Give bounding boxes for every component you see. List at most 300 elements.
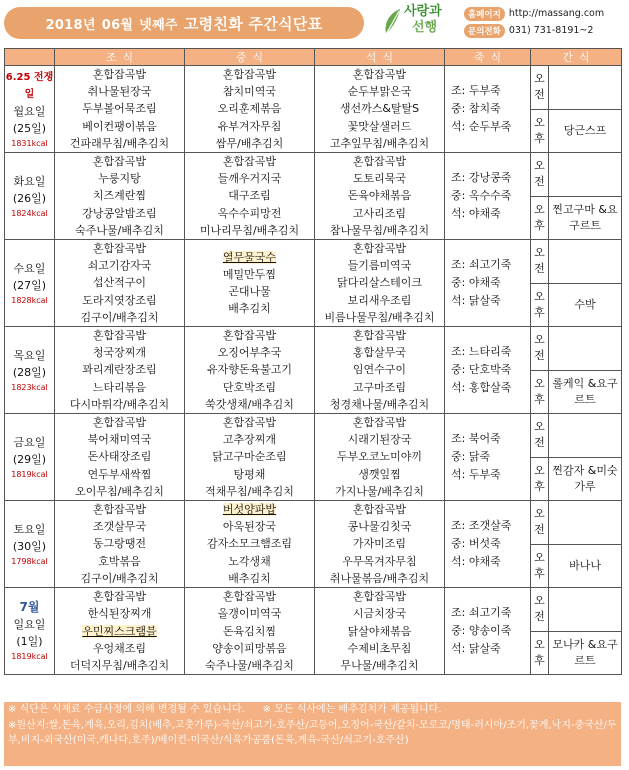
day-date: (26일) (12, 191, 47, 205)
menu-item-text: 혼합잡곡밥 (222, 590, 277, 604)
day-cell (5, 240, 55, 327)
menu-item (55, 623, 184, 640)
menu-item (55, 483, 184, 500)
corner-cell (5, 49, 55, 66)
menu-item (185, 249, 314, 266)
menu-item-text: 우무목겨자무침 (342, 554, 417, 568)
porridge-item: 중: 참치죽 (451, 102, 501, 115)
menu-item (185, 657, 314, 674)
snack-pm-cell: 모나카 &요구르트 (549, 631, 622, 675)
day-row-am (5, 240, 622, 284)
dinner-cell (315, 588, 445, 675)
menu-item-text: 혼합잡곡밥 (222, 416, 277, 430)
menu-item (185, 100, 314, 117)
menu-item-text: 닭살야채볶음 (347, 624, 412, 638)
menu-item (315, 640, 444, 657)
menu-item (315, 153, 444, 170)
menu-item-text: 가자미조림 (352, 537, 407, 551)
menu-item-text: 고구마조림 (352, 380, 407, 394)
menu-item (55, 83, 184, 100)
menu-item-text: 유부겨자무침 (217, 119, 282, 133)
col-lunch: 중식 (185, 49, 315, 66)
menu-item-text: 무나물/배추김치 (340, 658, 419, 672)
lunch-cell (185, 66, 315, 153)
menu-item-text: 김구이/배추김치 (80, 571, 159, 585)
menu-item-text: 순두부맑은국 (347, 85, 412, 99)
day-day: 토요일 (13, 522, 46, 536)
menu-item-text: 돈육김치찜 (222, 624, 277, 638)
snack-pm-cell: 롤케익 &요구르트 (549, 370, 622, 414)
lunch-cell (185, 153, 315, 240)
note-change: ※ 식단은 식재료 수급사정에 의해 변경될 수 있습니다. (8, 704, 245, 715)
month-label: 7월 (19, 600, 40, 615)
day-row-am (5, 327, 622, 371)
period-am: 오전 (531, 327, 549, 371)
dinner-cell (315, 66, 445, 153)
day-kcal: 1828kcal (11, 295, 48, 305)
menu-item (185, 222, 314, 239)
col-breakfast: 조식 (55, 49, 185, 66)
menu-item (315, 118, 444, 135)
porridge-item: 중: 버섯죽 (451, 537, 501, 551)
menu-item-text: 시래기된장국 (347, 433, 412, 447)
porridge-item: 중: 닭죽 (451, 450, 491, 464)
menu-item (55, 379, 184, 396)
menu-item-text: 배추김치 (228, 571, 271, 585)
menu-item-text: 혼합잡곡밥 (352, 329, 407, 343)
menu-item (315, 205, 444, 222)
menu-item-text: 열무물국수 (222, 250, 277, 264)
menu-item-text: 대구조림 (228, 189, 271, 203)
menu-item (315, 274, 444, 291)
porridge-item: 조: 쇠고기죽 (451, 606, 512, 620)
menu-item (55, 100, 184, 117)
period-pm: 오후 (531, 370, 549, 414)
snack-am-cell (549, 501, 622, 545)
menu-item-text: 닭다리살스테이크 (336, 276, 422, 290)
menu-item-text: 숙주나물/배추김치 (205, 658, 294, 672)
menu-item-text: 닭고구마순조림 (212, 450, 287, 464)
menu-item-text: 누룽지탕 (98, 172, 141, 186)
breakfast-cell (55, 66, 185, 153)
menu-item (55, 187, 184, 204)
menu-item (315, 483, 444, 500)
menu-item-text: 오징어부추국 (217, 346, 282, 360)
menu-item-text: 생깻잎찜 (358, 467, 401, 481)
menu-item (315, 327, 444, 344)
menu-item-text: 곤대나물 (228, 285, 271, 299)
porridge-item: 석: 야채죽 (451, 555, 501, 569)
menu-item-text: 오이무침/배추김치 (75, 484, 164, 498)
snack-am-cell (549, 66, 622, 110)
snack-am-cell (549, 153, 622, 197)
menu-item (55, 570, 184, 587)
menu-item-text: 다시마튀각/배추김치 (69, 397, 170, 411)
menu-item (315, 257, 444, 274)
dinner-cell (315, 327, 445, 414)
menu-item-text: 가지나물/배추김치 (335, 484, 424, 498)
day-row-am (5, 66, 622, 110)
period-pm: 오후 (531, 544, 549, 588)
menu-item (55, 361, 184, 378)
menu-item (185, 431, 314, 448)
porridge-cell (445, 501, 531, 588)
snack-pm-cell: 찐고구마 &요구르트 (549, 196, 622, 240)
snack-pm-cell: 바나나 (549, 544, 622, 588)
menu-item-text: 꽃맛살샐러드 (347, 119, 412, 133)
note-kimchi: ※ 모든 식사에는 배추김치가 제공됩니다. (262, 704, 442, 715)
menu-item-text: 쑥갓생채/배추김치 (205, 397, 294, 411)
menu-item (55, 344, 184, 361)
period-pm: 오후 (531, 109, 549, 153)
menu-item-text: 취나물볶음/배추김치 (329, 571, 430, 585)
menu-item (185, 344, 314, 361)
day-date: (28일) (12, 365, 47, 379)
breakfast-cell (55, 414, 185, 501)
menu-item (55, 274, 184, 291)
menu-item-text: 치즈계란찜 (92, 189, 147, 203)
snack-am-cell (549, 588, 622, 632)
menu-item-text: 혼합잡곡밥 (222, 155, 277, 169)
menu-item-text: 연두부새싹찜 (87, 467, 152, 481)
day-kcal: 1819kcal (11, 469, 48, 479)
porridge-item: 조: 강낭콩죽 (451, 171, 512, 185)
porridge-item: 중: 야채죽 (451, 276, 501, 290)
menu-item-text: 배추김치 (228, 302, 271, 316)
dinner-cell (315, 153, 445, 240)
menu-item-text: 청국장찌개 (92, 346, 147, 360)
menu-item (185, 483, 314, 500)
menu-item (185, 396, 314, 413)
col-porridge: 죽식 (445, 49, 531, 66)
porridge-item: 석: 닭살죽 (451, 294, 501, 308)
menu-item-text: 쇠고기감자국 (87, 259, 152, 273)
menu-item (315, 187, 444, 204)
menu-item (185, 83, 314, 100)
menu-item-text: 노각생채 (228, 554, 271, 568)
menu-item-text: 혼합잡곡밥 (92, 155, 147, 169)
menu-item (55, 240, 184, 257)
snack-pm-cell: 당근스프 (549, 109, 622, 153)
menu-item-text: 북어채미역국 (87, 433, 152, 447)
menu-item-text: 쌈무/배추김치 (215, 136, 284, 150)
menu-item-text: 혼합잡곡밥 (352, 503, 407, 517)
menu-item-text: 적채무침/배추김치 (205, 484, 294, 498)
menu-item (315, 135, 444, 152)
menu-item (315, 431, 444, 448)
menu-item (315, 570, 444, 587)
week: 넷째주 (139, 17, 178, 33)
dinner-cell (315, 501, 445, 588)
page-title: 고령친화 주간식단표 (183, 14, 323, 33)
period-pm: 오후 (531, 457, 549, 501)
porridge-item: 조: 조갯살죽 (451, 519, 512, 533)
dinner-cell (315, 414, 445, 501)
menu-item-text: 들기름미역국 (347, 259, 412, 273)
menu-item (55, 66, 184, 83)
menu-item (185, 535, 314, 552)
dinner-cell (315, 240, 445, 327)
menu-item-text: 올갱이미역국 (217, 607, 282, 621)
porridge-item: 조: 두부죽 (451, 84, 501, 97)
menu-item (185, 414, 314, 431)
day-cell (5, 501, 55, 588)
menu-item (185, 466, 314, 483)
snack-am-cell (549, 327, 622, 371)
col-dinner: 석식 (315, 49, 445, 66)
menu-item (55, 448, 184, 465)
menu-item-text: 콩나물김칫국 (347, 520, 412, 534)
period-am: 오전 (531, 501, 549, 545)
period-am: 오전 (531, 414, 549, 458)
menu-item-text: 혼합잡곡밥 (352, 416, 407, 430)
menu-item (55, 135, 184, 152)
breakfast-cell (55, 240, 185, 327)
menu-item-text: 돈사태장조림 (87, 450, 152, 464)
menu-item-text: 메밀만두찜 (222, 267, 277, 281)
menu-item (315, 396, 444, 413)
porridge-item: 조: 느타리죽 (451, 345, 512, 359)
menu-item (185, 327, 314, 344)
menu-item-text: 고추잎무침/배추김치 (329, 136, 430, 150)
menu-item (55, 535, 184, 552)
menu-item (185, 361, 314, 378)
menu-item-text: 참나물무침/배추김치 (329, 223, 430, 237)
day-cell (5, 153, 55, 240)
menu-item (185, 501, 314, 518)
menu-item-text: 혼합잡곡밥 (92, 68, 147, 81)
inquiry-phone: 031) 731-8191~2 (508, 25, 594, 36)
menu-item-text: 옥수수피망전 (217, 206, 282, 220)
menu-item (55, 327, 184, 344)
period-am: 오전 (531, 153, 549, 197)
month: 06월 (101, 17, 134, 33)
day-cell (5, 327, 55, 414)
menu-item-text: 도토리묵국 (352, 172, 407, 186)
day-date: (27일) (12, 278, 47, 292)
day-kcal: 1819kcal (11, 652, 48, 662)
origin-info: ※원산지:쌀,돈육,계육,오리,김치(배추,고춧가루)-국산/쇠고기-호주산/고등어,오징어-국산/갈치-모로코/명태-러시아/조기,꽃게,낙지-중국산/두부,비지-외국산(미국,캐나다,호주)/베이컨-미국산/식육가공품(돈육,계육-국산/쇠고기-호주산) (8, 719, 617, 746)
day-day: 화요일 (13, 174, 46, 188)
menu-item (55, 205, 184, 222)
menu-item-text: 두부오코노미야끼 (336, 450, 422, 464)
menu-item (185, 118, 314, 135)
menu-item-text: 혼합잡곡밥 (222, 68, 277, 81)
menu-item (185, 379, 314, 396)
menu-item (315, 501, 444, 518)
menu-item-text: 보리새우조림 (347, 293, 412, 307)
menu-item-text: 혼합잡곡밥 (222, 329, 277, 343)
period-am: 오전 (531, 66, 549, 110)
menu-item-text: 시금치장국 (352, 607, 407, 621)
menu-item (315, 553, 444, 570)
porridge-item: 중: 단호박죽 (451, 363, 512, 377)
menu-item (315, 344, 444, 361)
day-cell (5, 414, 55, 501)
menu-item (315, 657, 444, 674)
menu-item-text: 감자소모크햄조림 (206, 537, 292, 551)
menu-item (185, 66, 314, 83)
menu-item (315, 605, 444, 622)
menu-item (55, 518, 184, 535)
menu-item-text: 미나리무침/배추김치 (199, 223, 300, 237)
day-kcal: 1823kcal (11, 382, 48, 392)
lunch-cell (185, 588, 315, 675)
day-kcal: 1824kcal (11, 208, 48, 218)
breakfast-cell (55, 153, 185, 240)
menu-item (185, 570, 314, 587)
menu-item (315, 414, 444, 431)
breakfast-cell (55, 327, 185, 414)
menu-item (185, 518, 314, 535)
menu-item (315, 66, 444, 83)
day-day: 금요일 (13, 435, 46, 449)
menu-item (185, 153, 314, 170)
porridge-item: 중: 옥수수죽 (451, 189, 512, 203)
menu-item (185, 623, 314, 640)
logo (382, 4, 462, 42)
menu-item-text: 혼합잡곡밥 (92, 590, 147, 604)
menu-item-text: 건파래무침/배추김치 (69, 136, 170, 150)
snack-pm-cell: 찐감자 &미숫가루 (549, 457, 622, 501)
menu-item-text: 돈육야채볶음 (347, 189, 412, 203)
menu-item (55, 466, 184, 483)
header (4, 3, 621, 43)
weekly-menu-table (4, 48, 622, 675)
menu-item-text: 호박볶음 (98, 554, 141, 568)
menu-item-text: 베이컨팽이볶음 (82, 119, 157, 133)
day-cell (5, 66, 55, 153)
leaf-logo-icon (382, 6, 404, 36)
menu-item-text: 더덕지무침/배추김치 (69, 658, 170, 672)
menu-item-text: 우엉채조림 (92, 641, 147, 655)
snack-am-cell (549, 414, 622, 458)
breakfast-cell (55, 588, 185, 675)
inquiry-label: 문의전화 (464, 24, 505, 38)
menu-item-text: 혼합잡곡밥 (352, 68, 407, 81)
porridge-item: 석: 야채죽 (451, 207, 501, 221)
menu-item-text: 들깨우거지국 (217, 172, 282, 186)
menu-item (55, 657, 184, 674)
day-date: (30일) (12, 539, 47, 553)
menu-item (315, 170, 444, 187)
menu-item-text: 임연수구이 (352, 363, 407, 377)
menu-item (315, 535, 444, 552)
day-date: (29일) (12, 452, 47, 466)
menu-item (55, 396, 184, 413)
menu-item (185, 187, 314, 204)
menu-item-text: 오리훈제볶음 (217, 102, 282, 116)
menu-item (315, 379, 444, 396)
menu-item-text: 혼합잡곡밥 (352, 590, 407, 604)
lunch-cell (185, 240, 315, 327)
menu-item-text: 홍합살무국 (352, 346, 407, 360)
header-row (5, 49, 622, 66)
menu-item (315, 292, 444, 309)
menu-item (55, 605, 184, 622)
menu-item (55, 257, 184, 274)
menu-item (185, 205, 314, 222)
menu-item-text: 조갯살무국 (92, 520, 147, 534)
menu-item-text: 혼합잡곡밥 (92, 416, 147, 430)
menu-item-text: 취나물된장국 (87, 85, 152, 99)
menu-item (55, 222, 184, 239)
menu-item (185, 553, 314, 570)
breakfast-cell (55, 501, 185, 588)
porridge-item: 조: 북어죽 (451, 432, 501, 446)
period-pm: 오후 (531, 283, 549, 327)
col-snack: 간식 (531, 49, 622, 66)
menu-item (185, 605, 314, 622)
day-row-am (5, 414, 622, 458)
porridge-item: 석: 두부죽 (451, 468, 501, 482)
day-day: 수요일 (13, 261, 46, 275)
porridge-item: 조: 쇠고기죽 (451, 258, 512, 272)
menu-item-text: 우민찌스크램블 (82, 624, 157, 638)
menu-item-text: 두부볼어묵조림 (82, 102, 157, 116)
porridge-cell (445, 66, 531, 153)
menu-item (315, 466, 444, 483)
holiday-label: 6.25 전쟁일 (5, 71, 54, 100)
day-kcal: 1831kcal (11, 138, 48, 148)
year: 2018년 (45, 17, 96, 33)
menu-item (185, 588, 314, 605)
menu-item-text: 한식된장찌개 (87, 607, 152, 621)
day-row-am (5, 588, 622, 632)
menu-item (55, 153, 184, 170)
menu-item (55, 170, 184, 187)
day-day: 월요일 (13, 104, 46, 118)
menu-item-text: 비름나물무침/배추김치 (324, 310, 435, 324)
menu-item-text: 강낭콩알밤조림 (82, 206, 157, 220)
menu-item (55, 588, 184, 605)
menu-item (315, 588, 444, 605)
porridge-cell (445, 414, 531, 501)
lunch-cell (185, 327, 315, 414)
menu-item (315, 448, 444, 465)
period-pm: 오후 (531, 631, 549, 675)
day-kcal: 1798kcal (11, 556, 48, 566)
period-am: 오전 (531, 240, 549, 284)
menu-item (55, 553, 184, 570)
menu-item (315, 100, 444, 117)
footer-notes (4, 702, 621, 766)
menu-item (55, 640, 184, 657)
logo-line2: 선행 (412, 20, 438, 35)
day-day: 목요일 (13, 348, 46, 362)
porridge-item: 석: 닭살죽 (451, 642, 501, 656)
menu-item (55, 309, 184, 326)
menu-item (185, 300, 314, 317)
menu-item (55, 292, 184, 309)
menu-item-text: 혼합잡곡밥 (352, 242, 407, 256)
menu-item-text: 혼합잡곡밥 (92, 242, 147, 256)
menu-item (185, 170, 314, 187)
menu-item-text: 김구이/배추김치 (80, 310, 159, 324)
day-day: 일요일 (13, 618, 46, 632)
porridge-cell (445, 588, 531, 675)
menu-item-text: 혼합잡곡밥 (92, 329, 147, 343)
homepage-link[interactable]: http://massang.com (508, 8, 605, 19)
menu-item-text: 혼합잡곡밥 (92, 503, 147, 517)
menu-item-text: 꽈리계란장조림 (82, 363, 157, 377)
menu-item (315, 309, 444, 326)
menu-item-text: 양송이피망볶음 (212, 641, 287, 655)
menu-item (315, 83, 444, 100)
title-banner (4, 7, 364, 39)
menu-item (185, 135, 314, 152)
period-am: 오전 (531, 588, 549, 632)
